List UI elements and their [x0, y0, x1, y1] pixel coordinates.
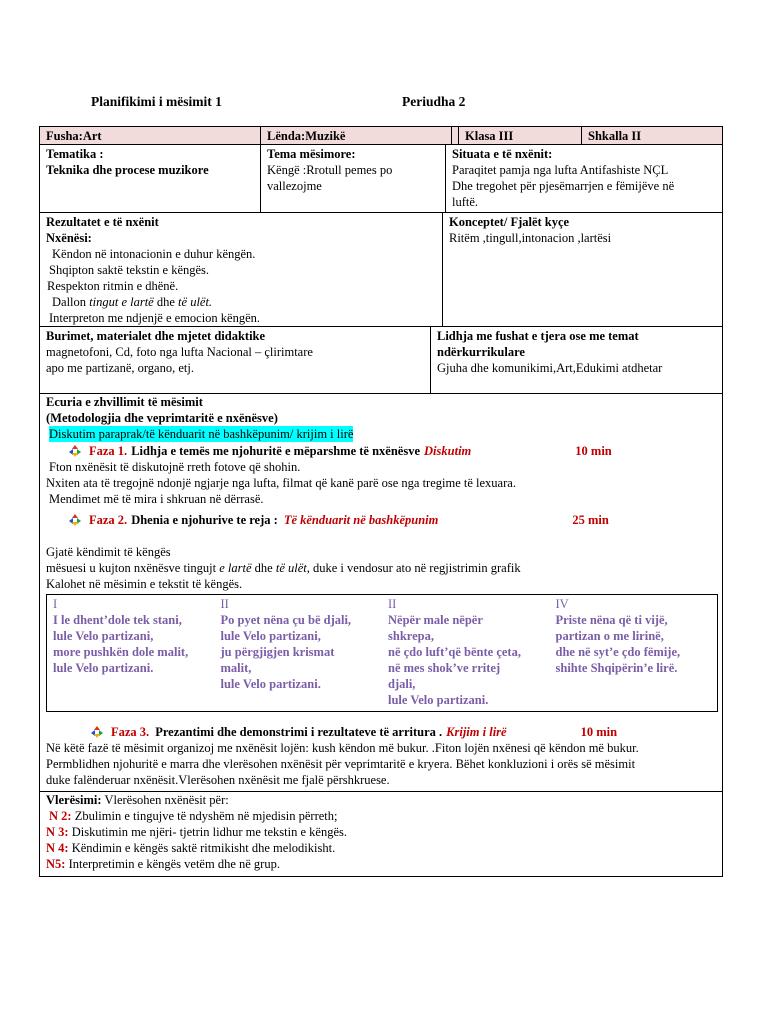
lesson-flow-title: Ecuria e zhvillimit të mësimit	[46, 395, 203, 409]
phase-2-line-text: mësuesi u kujton nxënësve tingujt	[46, 561, 220, 575]
dallon-mid: dhe	[153, 295, 179, 309]
phase-2-num: Faza 2.	[89, 513, 128, 527]
four-color-arrow-bullet-icon	[69, 514, 81, 526]
verse-line: lule Velo partizani,	[53, 629, 154, 643]
phase-3-line: Në këtë fazë të mësimit organizoj me nxënësit lojën: kush këndon më bukur. .Fiton lojën nxënesi që këndon më bukur.	[46, 741, 639, 755]
phase-1-heading	[46, 443, 716, 459]
resources-line: apo me partizanë, organo, etj.	[46, 361, 194, 375]
tematika-cell	[40, 145, 260, 212]
verse-line: ju përgjigjen krismat	[220, 645, 335, 659]
lesson-topic-line: Këngë :Rrotull pemes po	[267, 163, 393, 177]
phase-2-line: Gjatë këndimit të këngës	[46, 545, 171, 559]
topic-row	[40, 145, 722, 213]
verse-number: I	[53, 597, 58, 611]
assessment-label: Vlerësimi:	[46, 793, 102, 807]
key-concepts-label: Konceptet/ Fjalët kyçe	[449, 215, 570, 229]
phase-2-time: 25 min	[572, 513, 609, 527]
situation-line: Dhe tregohet për pjesëmarrjen e fëmijëve në	[452, 179, 675, 193]
verse-line: dhe në syt’e çdo fëmije,	[555, 645, 681, 659]
verse-column	[382, 595, 550, 711]
cross-curricular-cell	[430, 327, 722, 393]
phase-3-line: Permblidhen njohuritë e marra dhe vlerësohen nxënësit për veprimtaritë e kryera. Bëhet konkluzioni i orës së mësimit	[46, 757, 636, 771]
phase-1-time: 10 min	[575, 444, 612, 458]
lesson-plan-table	[39, 126, 723, 877]
phase-3-line: duke falënderuar nxënësit.Vlerësohen nxënësit me fjalë përshkruese.	[46, 773, 390, 787]
verse-line: lule Velo partizani.	[388, 693, 489, 707]
verse-line: lule Velo partizani.	[53, 661, 154, 675]
verse-number: II	[388, 597, 397, 611]
level-text: Zbulimin e tingujve të ndyshëm në mjedisin përreth;	[74, 809, 338, 823]
verse-line: djali,	[388, 677, 416, 691]
resources-cell	[40, 327, 430, 393]
assessment-level	[46, 824, 716, 840]
phase-2-line	[46, 560, 716, 576]
assessment-cell	[40, 792, 722, 876]
assessment-row	[40, 792, 722, 876]
assessment-intro: Vlerësohen nxënësit për:	[104, 793, 229, 807]
lesson-flow-cell	[40, 394, 722, 791]
level-text: Diskutimin me njëri- tjetrin lidhur me tekstin e këngës.	[71, 825, 347, 839]
outcomes-cell	[40, 213, 442, 326]
phase-3-heading	[46, 724, 716, 740]
dallon-text: Dallon	[52, 295, 90, 309]
methods-highlight-text: Diskutim paraprak/të kënduarit në bashkëpunim/ krijim i lirë	[49, 427, 354, 441]
lesson-flow-subtitle: (Metodologjia dhe veprimtaritë e nxënësve)	[46, 411, 278, 425]
outcome-item: Respekton ritmin e dhënë.	[47, 279, 179, 293]
verse-line: partizan o me lirinë,	[555, 629, 664, 643]
situation-line: luftë.	[452, 195, 479, 209]
phase-2-line: Kalohet në mësimin e tekstit të këngës.	[46, 577, 243, 591]
cross-curricular-label: Lidhja me fushat e tjera ose me temat	[437, 329, 639, 343]
lesson-topic-cell	[260, 145, 445, 212]
assessment-level	[46, 856, 716, 872]
phase-3-method: Krijim i lirë	[446, 725, 507, 739]
verse-line: I le dhent’dole tek stani,	[53, 613, 182, 627]
assessment-level	[46, 808, 716, 824]
level-key: N5:	[46, 857, 66, 871]
phase-1-line: Nxiten ata të tregojnë ndonjë ngjarje nga lufta, filmat që kanë parë ose nga tregime të lexuara.	[46, 476, 516, 490]
phase-1-method: Diskutim	[424, 444, 472, 458]
phase-1-title: Lidhja e temës me njohuritë e mëparshme të nxënësve	[131, 444, 421, 458]
phase-2-mid: dhe	[251, 561, 276, 575]
dallon-high: tingut e lartë	[89, 295, 154, 309]
assessment-level	[46, 840, 716, 856]
subject-cell: Lënda:Muzikë	[260, 127, 451, 144]
outcome-item: Interpreton me ndjenjë e emocion këngën.	[49, 311, 261, 325]
four-color-arrow-bullet-icon	[69, 445, 81, 457]
level-key: N 4:	[46, 841, 69, 855]
learning-situation-cell	[445, 145, 722, 212]
level-cell: Shkalla II	[581, 127, 722, 144]
dallon-low: të ulët.	[178, 295, 213, 309]
verse-number: II	[220, 597, 229, 611]
verse-line: Po pyet nëna çu bë djali,	[220, 613, 352, 627]
tematika-value: Teknika dhe procese muzikore	[46, 163, 209, 177]
resources-row	[40, 327, 722, 394]
lesson-topic-label: Tema mësimore:	[267, 147, 356, 161]
phase-2-method: Të kënduarit në bashkëpunim	[283, 513, 439, 527]
resources-line: magnetofoni, Cd, foto nga lufta Nacional – çlirimtare	[46, 345, 313, 359]
verse-line: lule Velo partizani.	[220, 677, 321, 691]
lesson-flow-row	[40, 394, 722, 792]
info-row	[40, 127, 722, 145]
level-key: N 2:	[49, 809, 72, 823]
phase-2-low: të ulët	[275, 561, 307, 575]
key-concepts-value: Ritëm ,tingull,intonacion ,lartësi	[449, 231, 612, 245]
phase-3-time: 10 min	[580, 725, 618, 739]
verse-column	[550, 595, 718, 711]
class-cell	[451, 127, 458, 144]
phase-1-line: Fton nxënësit të diskutojnë rreth fotove që shohin.	[49, 460, 301, 474]
outcomes-row	[40, 213, 722, 327]
outcomes-sublabel: Nxënësi:	[46, 231, 92, 245]
cross-curricular-value: Gjuha dhe komunikimi,Art,Edukimi atdhetar	[437, 361, 663, 375]
verse-line: lule Velo partizani,	[220, 629, 321, 643]
outcome-item	[46, 294, 436, 310]
phase-1-line: Mendimet më të mira i shkruan në dërrasë.	[49, 492, 264, 506]
cross-curricular-label: ndërkurrikulare	[437, 345, 525, 359]
situation-line: Paraqitet pamja nga lufta Antifashiste NÇL	[452, 163, 669, 177]
situation-label: Situata e të nxënit:	[452, 147, 553, 161]
verse-line: shkrepa,	[388, 629, 434, 643]
key-concepts-cell	[442, 213, 722, 326]
phase-2-title: Dhenia e njohurive te reja :	[131, 513, 278, 527]
tematika-label: Tematika :	[46, 147, 104, 161]
phase-3-title: Prezantimi dhe demonstrimi i rezultateve të arritura .	[155, 725, 443, 739]
verse-line: në mes shok’ve rritej	[388, 661, 501, 675]
verse-column	[47, 595, 215, 711]
lesson-topic-line: vallezojme	[267, 179, 322, 193]
phase-3-num: Faza 3.	[111, 725, 150, 739]
phase-2-heading	[46, 512, 716, 528]
verse-line: more pushkën dole malit,	[53, 645, 189, 659]
outcome-item: Këndon në intonacionin e duhur këngën.	[52, 247, 256, 261]
level-text: Interpretimin e këngës vetëm dhe në grup.	[68, 857, 280, 871]
verse-line: Nëpër male nëpër	[388, 613, 483, 627]
grade-cell: Klasa III	[458, 127, 581, 144]
level-key: N 3:	[46, 825, 69, 839]
verse-number: IV	[555, 597, 569, 611]
verse-line: Priste nëna që ti vijë,	[555, 613, 668, 627]
period-label: Periudha 2	[402, 94, 466, 109]
phase-2-line-end: , duke i vendosur ato në regjistrimin grafik	[306, 561, 521, 575]
field-cell: Fusha:Art	[46, 129, 102, 143]
verse-line: malit,	[220, 661, 252, 675]
outcome-item: Shqipton saktë tekstin e këngës.	[49, 263, 210, 277]
phase-1-num: Faza 1.	[89, 444, 128, 458]
outcomes-label: Rezultatet e të nxënit	[46, 215, 159, 229]
assessment-heading	[46, 792, 716, 808]
verse-line: shihte Shqipërin’e lirë.	[555, 661, 678, 675]
verse-column	[215, 595, 383, 711]
phase-2-high: e lartë	[219, 561, 252, 575]
methods-highlight	[46, 426, 716, 442]
song-verses-table	[46, 594, 718, 712]
four-color-arrow-bullet-icon	[91, 726, 103, 738]
verse-line: në çdo luft’që bënte çeta,	[388, 645, 521, 659]
resources-label: Burimet, materialet dhe mjetet didaktike	[46, 329, 266, 343]
level-text: Këndimin e këngës saktë ritmikisht dhe melodikisht.	[71, 841, 336, 855]
lesson-plan-title: Planifikimi i mësimit 1	[91, 94, 222, 109]
